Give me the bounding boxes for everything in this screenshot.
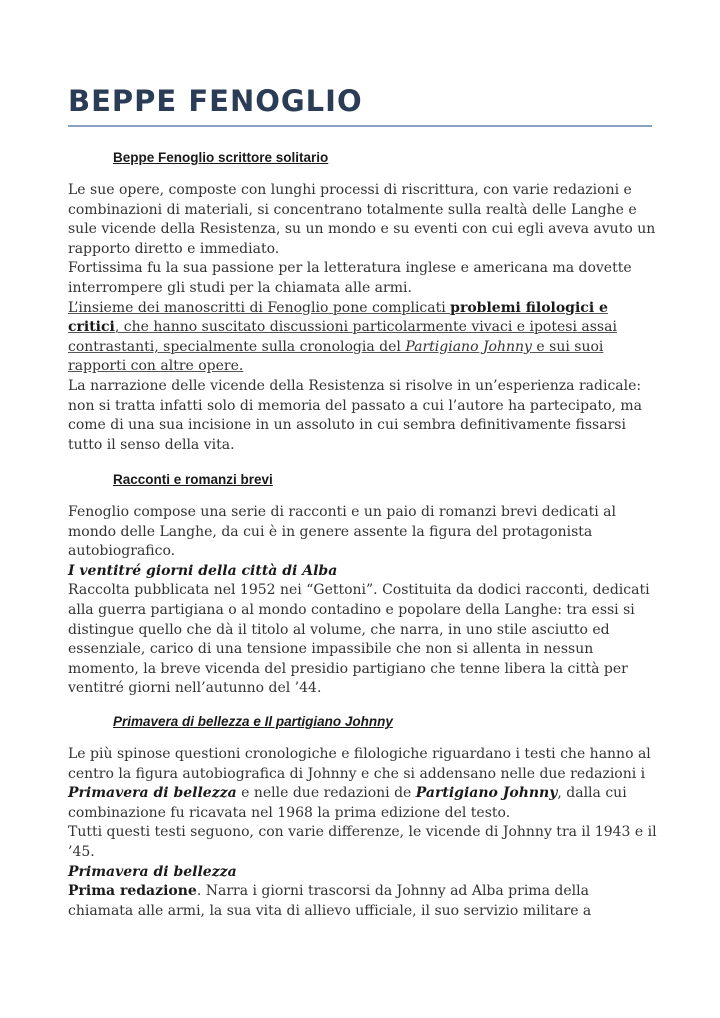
section1-paragraph-3 [68, 299, 658, 377]
section-heading-scrittore-solitario: Beppe Fenoglio scrittore solitario [113, 150, 329, 165]
section3-paragraph-1 [68, 745, 658, 823]
p3-bold-problemi: problemi filologici e critici [68, 299, 608, 336]
p3-text-e: e sui suoi rapporti con altre opere. [68, 338, 604, 375]
section-heading-primavera: Primavera di bellezza e Il partigiano Johnny [113, 714, 393, 729]
s3p3-text: . Narra i giorni trascorsi da Johnny ad Alba prima della chiamata alle armi, la sua vita di allievo ufficiale, il suo servizio militare a [68, 883, 592, 919]
section1-paragraph-2: Fortissima fu la sua passione per la letteratura inglese e americana ma dovette interrompere gli studi per la chiamata alle armi. [68, 260, 632, 296]
section3-paragraph-2: Tutti questi testi seguono, con varie differenze, le vicende di Johnny tra il 1943 e il ’45. [68, 824, 657, 860]
title-divider [68, 125, 652, 127]
section2-paragraph-2: Raccolta pubblicata nel 1952 nei “Gettoni”. Costituita da dodici racconti, dedicati alla guerra partigiana o al mondo contadino e popolare della Langhe: tra essi si distingue quello che dà il titolo al volume, che narra, in uno stile asciutto ed essenziale, carico di una tensione impassibile che non si allenta in nessun momento, la breve vicenda del presidio partigiano che tenne libera la città per ventitré giorni nell’autunno del ’44. [68, 582, 650, 697]
s3p1-text-e: , dalla cui combinazione fu ricavata nel 1968 la prima edizione del testo. [68, 785, 627, 821]
p3-italic-partigiano: Partigiano Johnny [405, 338, 532, 355]
section1-paragraph-4: La narrazione delle vicende della Resistenza si risolve in un’esperienza radicale: non si tratta infatti solo di memoria del passato a cui l’autore ha partecipato, ma come di una sua incisione in un assoluto in cui sembra definitivamente fissarsi tutto il senso della vita. [68, 377, 643, 453]
s3p1-title-primavera: Primavera di bellezza [68, 785, 237, 802]
section2-body [68, 503, 658, 699]
p3-text-c: , che hanno suscitato discussioni particolarmente vivaci e ipotesi assai contrastanti, specialmente sulla cronologia del [68, 319, 617, 355]
section3-body [68, 745, 658, 921]
section2-paragraph-1: Fenoglio compose una serie di racconti e un paio di romanzi brevi dedicati al mondo delle Langhe, da cui è in genere assente la figura del protagonista autobiografico. [68, 504, 617, 560]
s3p1-text-a: Le più spinose questioni cronologiche e filologiche riguardano i testi che hanno al centro la figura autobiografica di Johnny e che si addensano nelle due redazioni i [68, 746, 651, 782]
section1-paragraph-1: Le sue opere, composte con lunghi processi di riscrittura, con varie redazioni e combinazioni di materiali, si concentrano totalmente sulla realtà delle Langhe e sule vicende della Resistenza, su un mondo e su eventi con cui egli aveva avuto un rapporto diretto e immediato. [68, 182, 656, 257]
s3p3-bold-prima-redazione: Prima redazione [68, 883, 197, 900]
document-title: BEPPE FENOGLIO [68, 84, 363, 118]
s3p1-title-partigiano: Partigiano Johnny [415, 785, 558, 802]
s3p1-text-c: e nelle due redazioni de [236, 785, 416, 802]
p3-text-a: L’insieme dei manoscritti di Fenoglio pone complicati [68, 299, 451, 316]
section2-subtitle: I ventitré giorni della città di Alba [68, 562, 338, 579]
section1-body [68, 181, 658, 455]
section-heading-racconti: Racconti e romanzi brevi [113, 472, 273, 487]
section3-paragraph-3 [68, 882, 658, 921]
section3-subtitle: Primavera di bellezza [68, 863, 237, 880]
